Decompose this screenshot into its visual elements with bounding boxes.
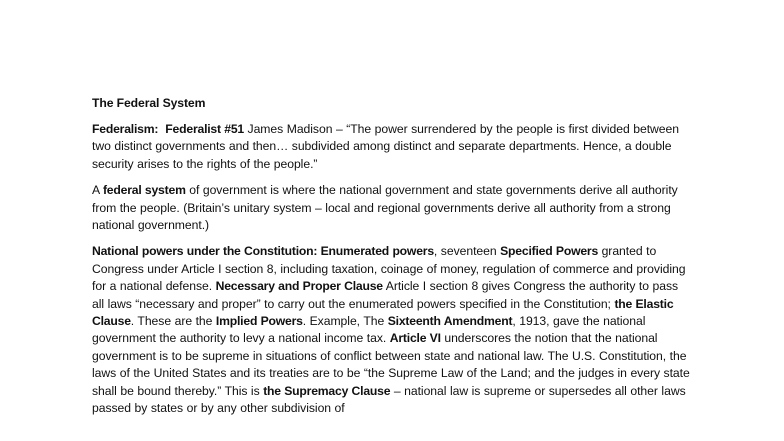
term-necessary-and-proper-clause: Necessary and Proper Clause	[215, 279, 383, 294]
paragraph-text: granted to Congress under Article I section 8, including taxation, coinage of money, regulation of commerce and providing for a national defense.	[92, 244, 686, 294]
term-elastic-clause: the Elastic Clause	[92, 296, 674, 329]
document-title: The Federal System	[92, 96, 206, 110]
term-sixteenth-amendment: Sixteenth Amendment	[387, 314, 513, 329]
term-federalism: Federalism:	[92, 122, 159, 136]
paragraph-text: – national law is supreme or supersedes all other laws passed by states or by any other subdivision of	[92, 383, 686, 416]
paragraph-text: . Example, The	[302, 314, 388, 329]
term-federal-system: federal system	[102, 183, 186, 198]
paragraph-text: underscores the notion that the national government is to be supreme in situations of conflict between state and national law. The U.S. Constitution, the laws of the United States and its treaties are to be “the Supreme Law of the Land; and the judges in every state shall be bound thereby.” This is	[92, 331, 690, 398]
term-supremacy-clause: the Supremacy Clause	[263, 383, 391, 398]
paragraph-text: A	[92, 183, 103, 198]
term-specified-powers: Specified Powers	[500, 244, 599, 259]
paragraph-text: , 1913, gave the national government the authority to levy a national income tax.	[92, 314, 646, 346]
term-national-powers: National powers under the Constitution: Enumerated powers	[92, 244, 434, 259]
paragraph-federalism	[92, 121, 692, 173]
term-federalist-51: Federalist #51	[165, 122, 244, 136]
paragraph-national-powers	[92, 243, 692, 417]
document-body	[92, 95, 692, 427]
paragraph-text: James Madison – “The power surrendered by the people is first divided between two distinct governments and then… subdivided among distinct and separate departments. Hence, a double security arises to the rights of the people.”	[92, 122, 679, 171]
paragraph-text: Article I section 8 gives Congress the authority to pass all laws “necessary and proper” to carry out the enumerated powers specified in the Constitution;	[92, 279, 679, 311]
paragraph-text: . These are the	[130, 314, 216, 329]
paragraph-text: of government is where the national government and state governments derive all authority from the people. (Britain’s unitary system – local and regional governments derive all authority from a strong national government.)	[92, 183, 678, 233]
term-implied-powers: Implied Powers	[215, 314, 303, 329]
term-article-vi: Article VI	[389, 331, 441, 346]
paragraph-text: , seventeen	[433, 244, 501, 259]
paragraph-federal-system	[92, 182, 692, 234]
